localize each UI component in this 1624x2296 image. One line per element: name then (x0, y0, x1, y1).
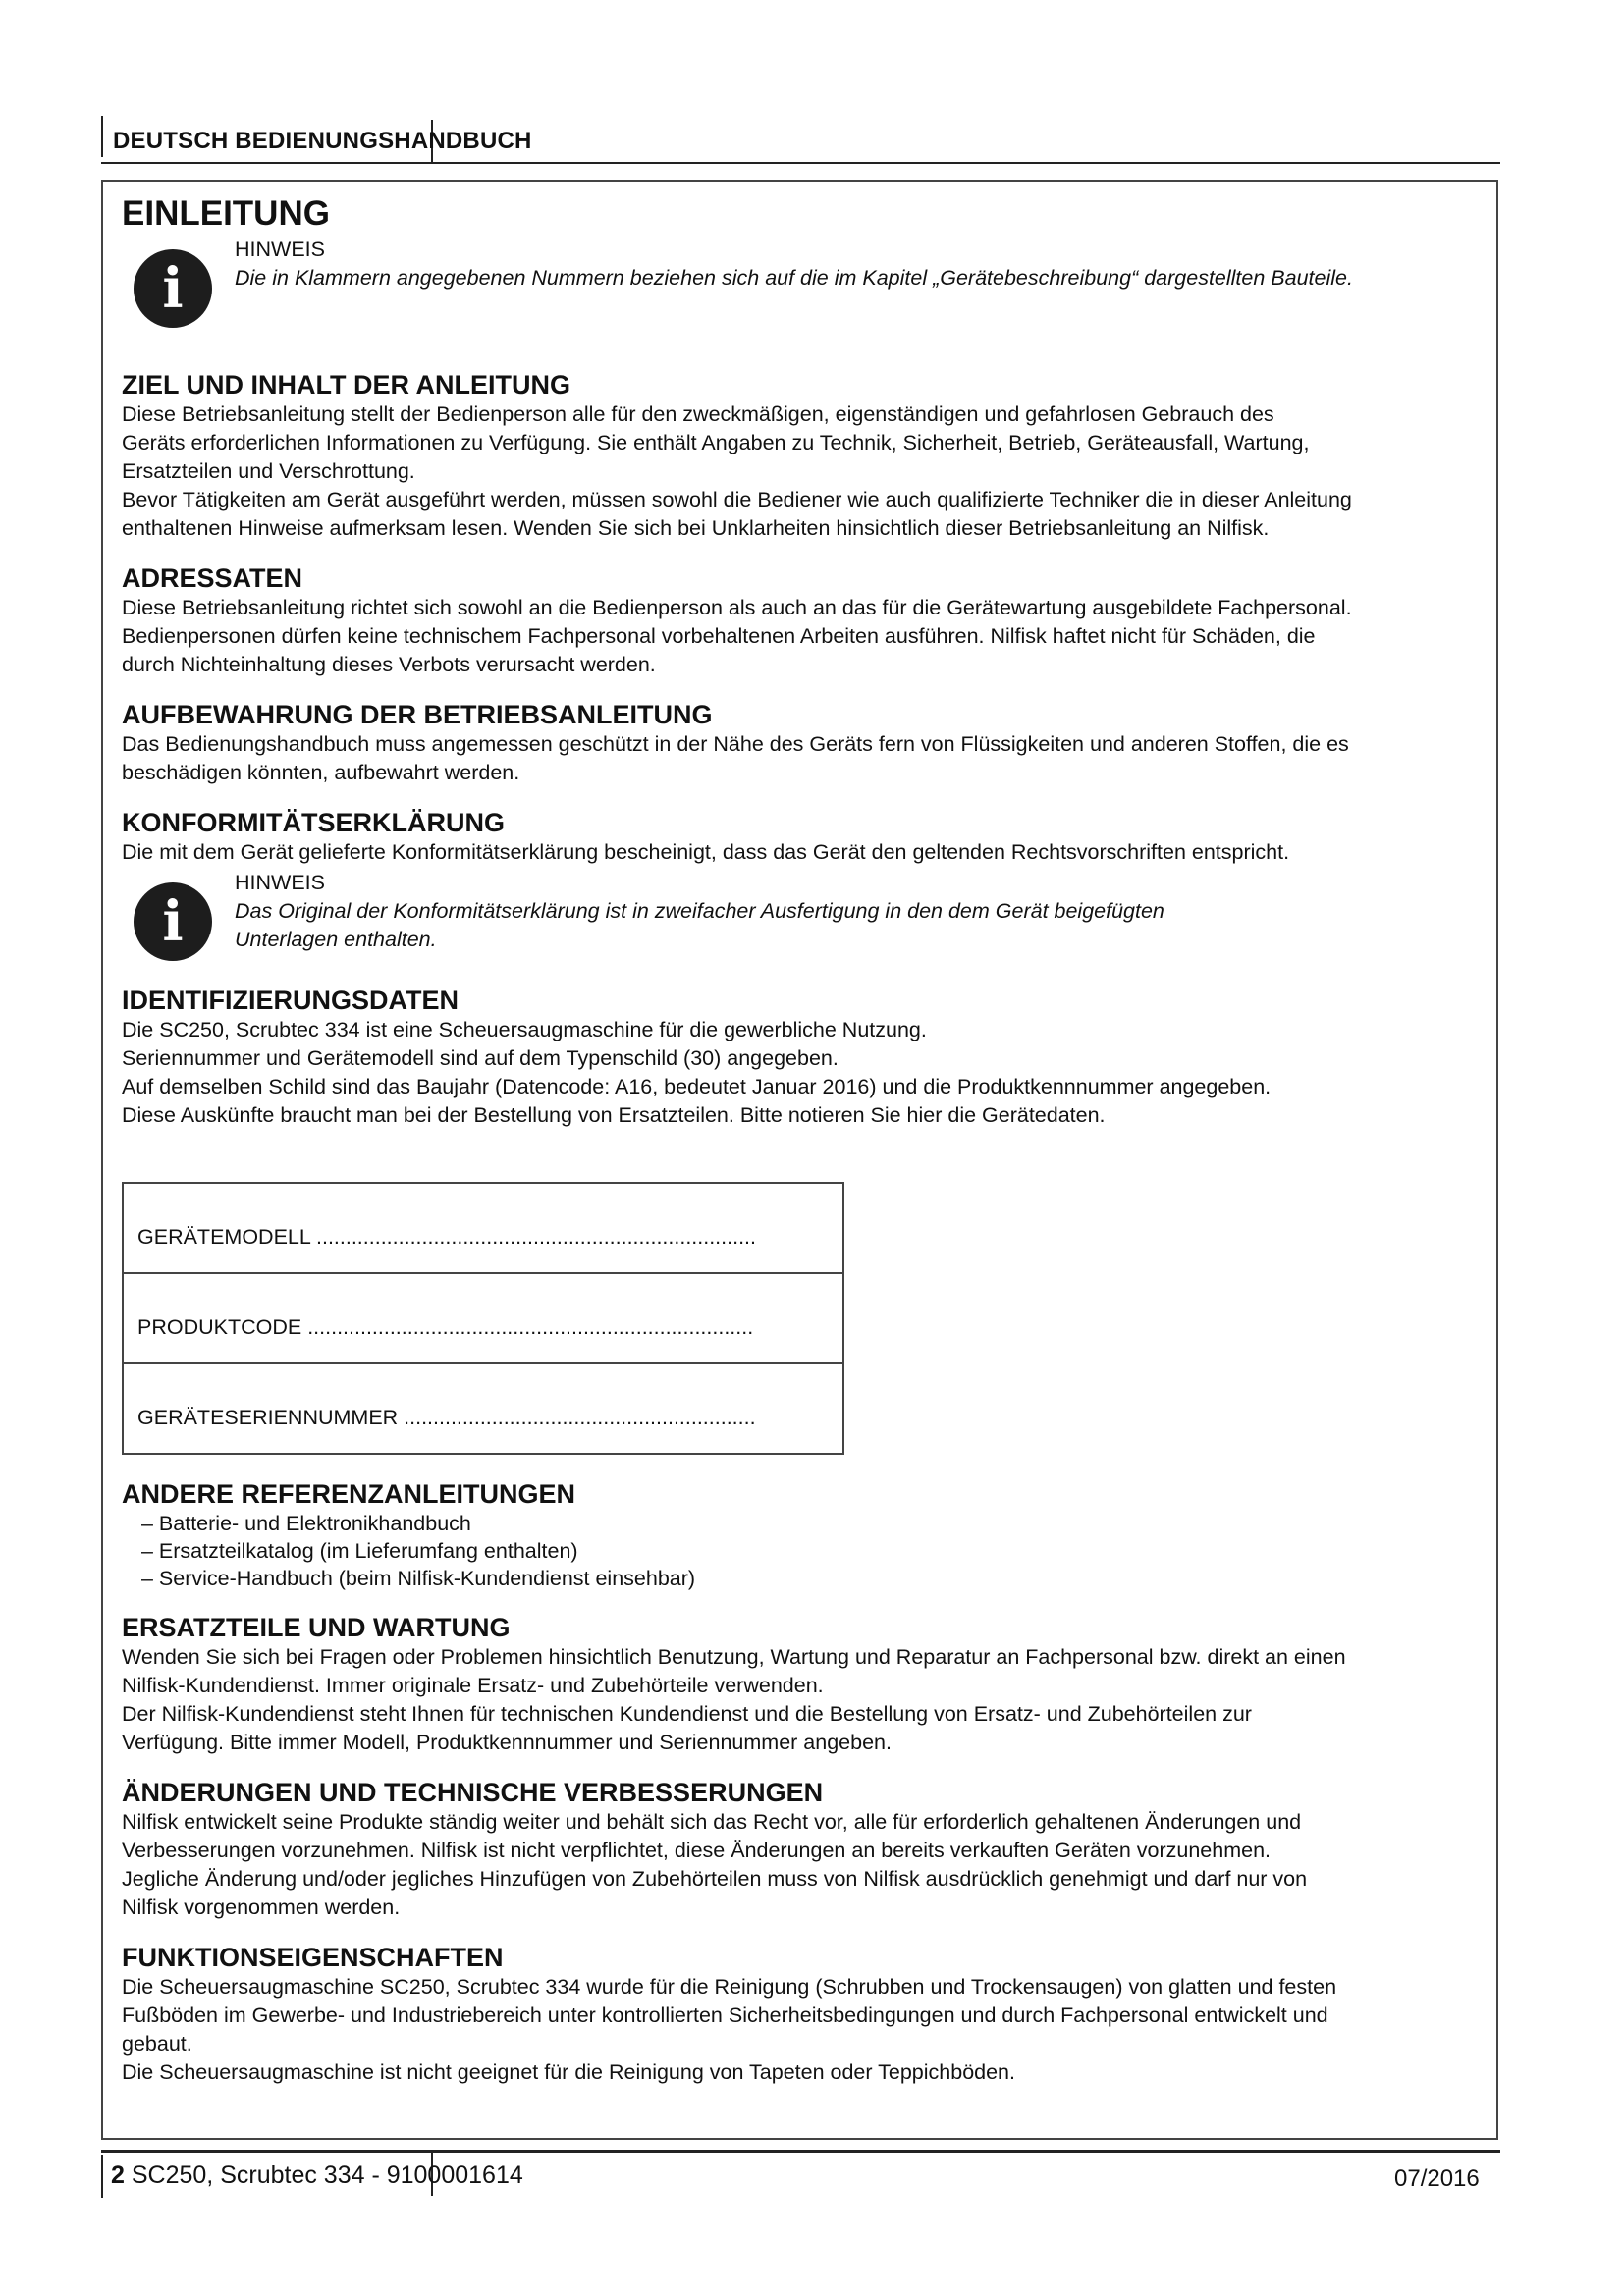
row-label: GERÄTESERIENNUMMER ............................................................ (137, 1406, 756, 1429)
text-line: Bedienpersonen dürfen keine technischem Fachpersonal vorbehaltenen Arbeiten ausführen. Nilfisk haftet nicht für Schäden, die (122, 624, 1316, 648)
section-heading: ÄNDERUNGEN UND TECHNISCHE VERBESSERUNGEN (122, 1778, 824, 1807)
header-rule (101, 162, 1500, 164)
page-number: 2 (111, 2162, 125, 2189)
info-icon: i (134, 882, 212, 961)
intro-note (122, 236, 1487, 328)
section-adressaten (122, 562, 1487, 679)
text-line: Ersatzteilen und Verschrottung. (122, 459, 415, 483)
text-line: Diese Betriebsanleitung richtet sich sowohl an die Bedienperson als auch an das für die Gerätewartung ausgebildete Fachpersonal. (122, 596, 1352, 619)
text-line: Der Nilfisk-Kundendienst steht Ihnen für technischen Kundendienst und die Bestellung von Ersatz- und Zubehörteilen zur (122, 1702, 1252, 1726)
section-heading: ANDERE REFERENZANLEITUNGEN (122, 1479, 576, 1509)
section-funktion (122, 1942, 1487, 2087)
footer-document-info (111, 2162, 523, 2190)
note-label: HINWEIS (235, 871, 325, 894)
section-heading: ZIEL UND INHALT DER ANLEITUNG (122, 370, 570, 400)
row-label: GERÄTEMODELL ........................................................................... (137, 1225, 756, 1249)
identification-table (122, 1182, 844, 1455)
konformitaet-note (122, 869, 1487, 963)
section-ersatzteile (122, 1612, 1487, 1757)
section-heading: IDENTIFIZIERUNGSDATEN (122, 986, 459, 1015)
footer-rule (101, 2150, 1500, 2153)
section-ziel (122, 369, 1487, 543)
section-konformitaet (122, 807, 1487, 963)
text-line: Die Scheuersaugmaschine SC250, Scrubtec 334 wurde für die Reinigung (Schrubben und Trockensaugen) von glatten und festen (122, 1975, 1337, 1999)
table-row (124, 1362, 842, 1453)
note-label: HINWEIS (235, 238, 325, 261)
text-line: Diese Auskünfte braucht man bei der Bestellung von Ersatzteilen. Bitte notieren Sie hier die Gerätedaten. (122, 1103, 1106, 1127)
text-line: Nilfisk vorgenommen werden. (122, 1896, 401, 1919)
text-line: gebaut. (122, 2032, 192, 2056)
text-line: enthaltenen Hinweise aufmerksam lesen. Wenden Sie sich bei Unklarheiten hinsichtlich dieser Betriebsanleitung an Nilfisk. (122, 516, 1270, 540)
text-line: Bevor Tätigkeiten am Gerät ausgeführt werden, müssen sowohl die Bediener wie auch qualifizierte Techniker die in dieser Anleitung (122, 488, 1352, 511)
content (122, 192, 1487, 1130)
list-item: – Batterie- und Elektronikhandbuch (141, 1512, 471, 1535)
list-item: – Ersatzteilkatalog (im Lieferumfang enthalten) (141, 1539, 578, 1563)
section-heading: FUNKTIONSEIGENSCHAFTEN (122, 1943, 504, 1972)
section-heading: ERSATZTEILE UND WARTUNG (122, 1613, 511, 1642)
text-line: Diese Betriebsanleitung stellt der Bedienperson alle für den zweckmäßigen, eigenständigen und gefahrlosen Gebrauch des (122, 402, 1274, 426)
row-label: PRODUKTCODE ............................................................................ (137, 1315, 754, 1339)
list-item: – Service-Handbuch (beim Nilfisk-Kundendienst einsehbar) (141, 1567, 696, 1590)
section-andere (122, 1478, 1487, 1592)
section-identifizierung (122, 985, 1487, 1130)
text-line: beschädigen könnten, aufbewahrt werden. (122, 761, 520, 784)
intro-section (122, 192, 1487, 328)
text-line: Die Scheuersaugmaschine ist nicht geeignet für die Reinigung von Tapeten oder Teppichböden. (122, 2060, 1015, 2084)
info-icon: i (134, 249, 212, 328)
document-id: SC250, Scrubtec 334 - 9100001614 (131, 2162, 523, 2189)
text-line: Geräts erforderlichen Informationen zu Verfügung. Sie enthält Angaben zu Technik, Sicherheit, Betrieb, Geräteausfall, Wartung, (122, 431, 1310, 454)
text-line: Die mit dem Gerät gelieferte Konformitätserklärung bescheinigt, dass das Gerät den geltenden Rechtsvorschriften entspricht. (122, 840, 1290, 864)
text-line: Verbesserungen vorzunehmen. Nilfisk ist nicht verpflichtet, diese Änderungen an bereits verkauften Geräten vorzunehmen. (122, 1839, 1272, 1862)
text-line: Auf demselben Schild sind das Baujahr (Datencode: A16, bedeutet Januar 2016) und die Produktkennnummer angegeben. (122, 1075, 1272, 1098)
section-heading: ADRESSATEN (122, 563, 303, 593)
note-text: Die in Klammern angegebenen Nummern beziehen sich auf die im Kapitel „Gerätebeschreibung“ dargestellten Bauteile. (235, 266, 1353, 290)
text-line: Nilfisk entwickelt seine Produkte ständig weiter und behält sich das Recht vor, alle für erforderlich gehaltenen Änderungen und (122, 1810, 1302, 1834)
table-row (124, 1272, 842, 1362)
text-line: durch Nichteinhaltung dieses Verbots verursacht werden. (122, 653, 656, 676)
header-left-rule (101, 116, 103, 157)
section-aenderungen (122, 1777, 1487, 1922)
text-line: Nilfisk-Kundendienst. Immer originale Ersatz- und Zubehörteile verwenden. (122, 1674, 824, 1697)
text-line: Verfügung. Bitte immer Modell, Produktkennnummer und Seriennummer angeben. (122, 1731, 892, 1754)
text-line: Wenden Sie sich bei Fragen oder Problemen hinsichtlich Benutzung, Wartung und Reparatur an Fachpersonal bzw. direkt an einen (122, 1645, 1346, 1669)
text-line: Die SC250, Scrubtec 334 ist eine Scheuersaugmaschine für die gewerbliche Nutzung. (122, 1018, 927, 1041)
content-lower (122, 1478, 1487, 2087)
section-heading: KONFORMITÄTSERKLÄRUNG (122, 808, 505, 837)
text-line: Das Bedienungshandbuch muss angemessen geschützt in der Nähe des Geräts fern von Flüssigkeiten und anderen Stoffen, die es (122, 732, 1349, 756)
text-line: Fußböden im Gewerbe- und Industriebereich unter kontrollierten Sicherheitsbedingungen und durch Fachpersonal entwickelt und (122, 2003, 1328, 2027)
table-row (124, 1184, 842, 1272)
text-line: Jegliche Änderung und/oder jegliches Hinzufügen von Zubehörteilen muss von Nilfisk ausdrücklich genehmigt und darf nur von (122, 1867, 1308, 1891)
header-title: DEUTSCH BEDIENUNGSHANDBUCH (113, 128, 532, 154)
intro-heading: EINLEITUNG (122, 194, 330, 233)
section-heading: AUFBEWAHRUNG DER BETRIEBSANLEITUNG (122, 700, 713, 729)
section-aufbewahrung (122, 699, 1487, 787)
footer-date: 07/2016 (1394, 2165, 1480, 2192)
text-line: Seriennummer und Gerätemodell sind auf dem Typenschild (30) angegeben. (122, 1046, 839, 1070)
note-text: Das Original der Konformitätserklärung ist in zweifacher Ausfertigung in den dem Gerät beigefügten Unterlagen enthalten. (235, 899, 1164, 951)
footer-left-rule (101, 2155, 103, 2198)
